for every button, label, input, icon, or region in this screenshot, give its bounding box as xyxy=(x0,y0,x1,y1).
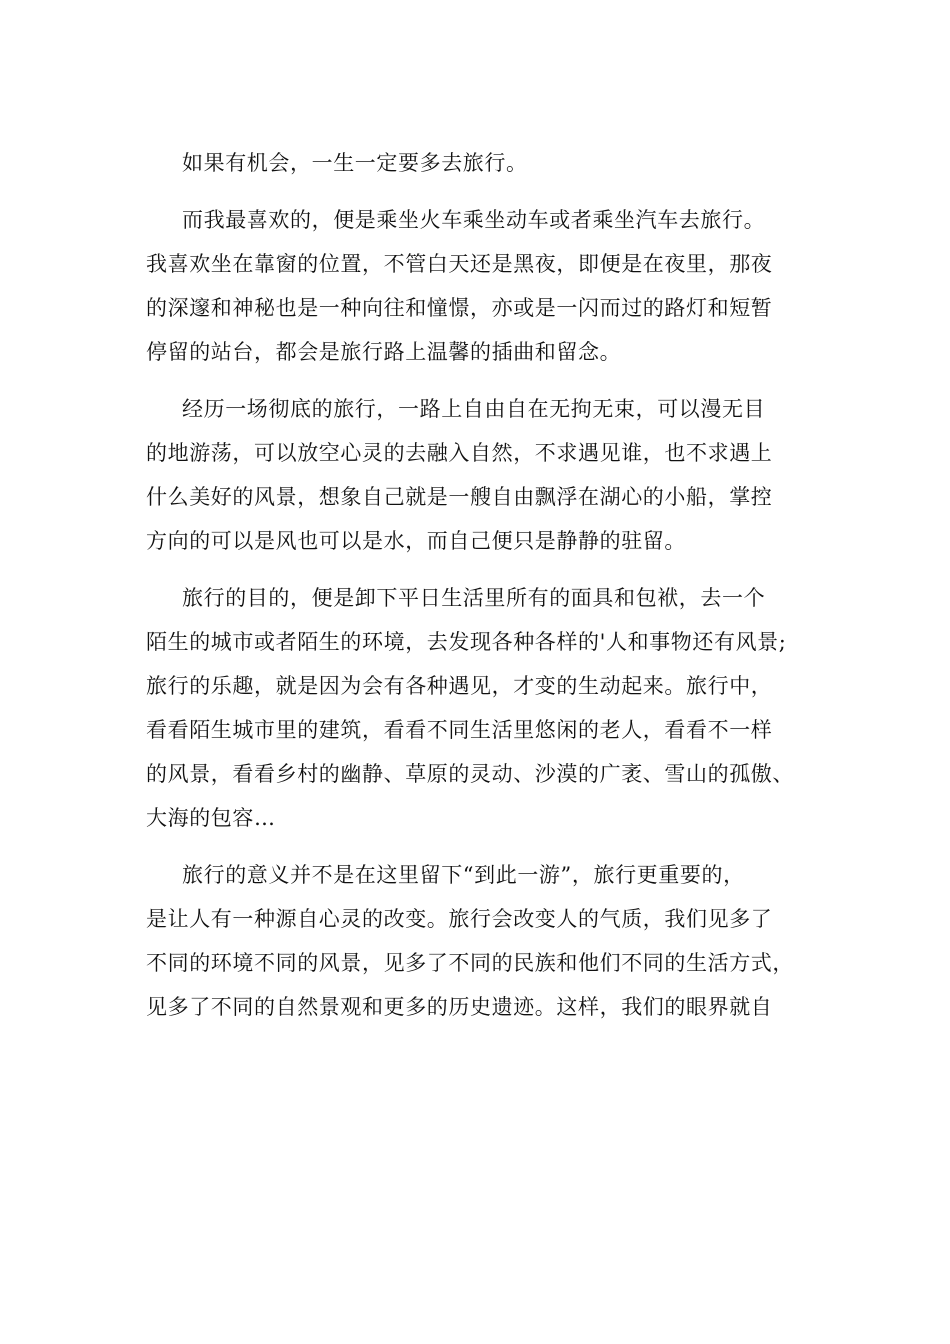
text-line: 停留的站台，都会是旅行路上温馨的插曲和留念。 xyxy=(146,340,622,364)
text-line: 旅行的乐趣，就是因为会有各种遇见，才变的生动起来。旅行中， xyxy=(146,674,773,698)
text-line: 看看陌生城市里的建筑，看看不同生活里悠闲的老人，看看不一样 xyxy=(146,718,773,742)
text-line: 的深邃和神秘也是一种向往和憧憬，亦或是一闪而过的路灯和短暂 xyxy=(146,296,773,320)
text-line: 什么美好的风景，想象自己就是一艘自由飘浮在湖心的小船，掌控 xyxy=(146,485,773,509)
text-line: 是让人有一种源自心灵的改变。旅行会改变人的气质，我们见多了 xyxy=(146,907,773,931)
text-line: 陌生的城市或者陌生的环境，去发现各种各样的'人和事物还有风景; xyxy=(146,630,787,654)
text-line: 不同的环境不同的风景，见多了不同的民族和他们不同的生活方式， xyxy=(146,951,794,975)
paragraph-1 xyxy=(146,141,816,185)
text-line: 方向的可以是风也可以是水，而自己便只是静静的驻留。 xyxy=(146,529,686,553)
text-line: 经历一场彻底的旅行，一路上自由自在无拘无束，可以漫无目 xyxy=(182,397,766,421)
paragraph-5 xyxy=(146,853,816,1029)
paragraph-4 xyxy=(146,576,816,840)
text-line: 的风景，看看乡村的幽静、草原的灵动、沙漠的广袤、雪山的孤傲、 xyxy=(146,762,794,786)
paragraph-3 xyxy=(146,387,816,563)
text-line: 旅行的目的，便是卸下平日生活里所有的面具和包袱，去一个 xyxy=(182,586,766,610)
text-line: 而我最喜欢的，便是乘坐火车乘坐动车或者乘坐汽车去旅行。 xyxy=(182,208,766,232)
text-line: 如果有机会，一生一定要多去旅行。 xyxy=(182,151,528,175)
text-line: 的地游荡，可以放空心灵的去融入自然，不求遇见谁，也不求遇上 xyxy=(146,441,773,465)
paragraph-2 xyxy=(146,198,816,374)
body-text xyxy=(146,141,816,1029)
text-line: 我喜欢坐在靠窗的位置，不管白天还是黑夜，即便是在夜里，那夜 xyxy=(146,252,773,276)
text-line: 见多了不同的自然景观和更多的历史遗迹。这样，我们的眼界就自 xyxy=(146,995,773,1019)
text-line: 大海的包容… xyxy=(146,806,276,830)
text-line: 旅行的意义并不是在这里留下“到此一游”，旅行更重要的， xyxy=(182,863,745,887)
